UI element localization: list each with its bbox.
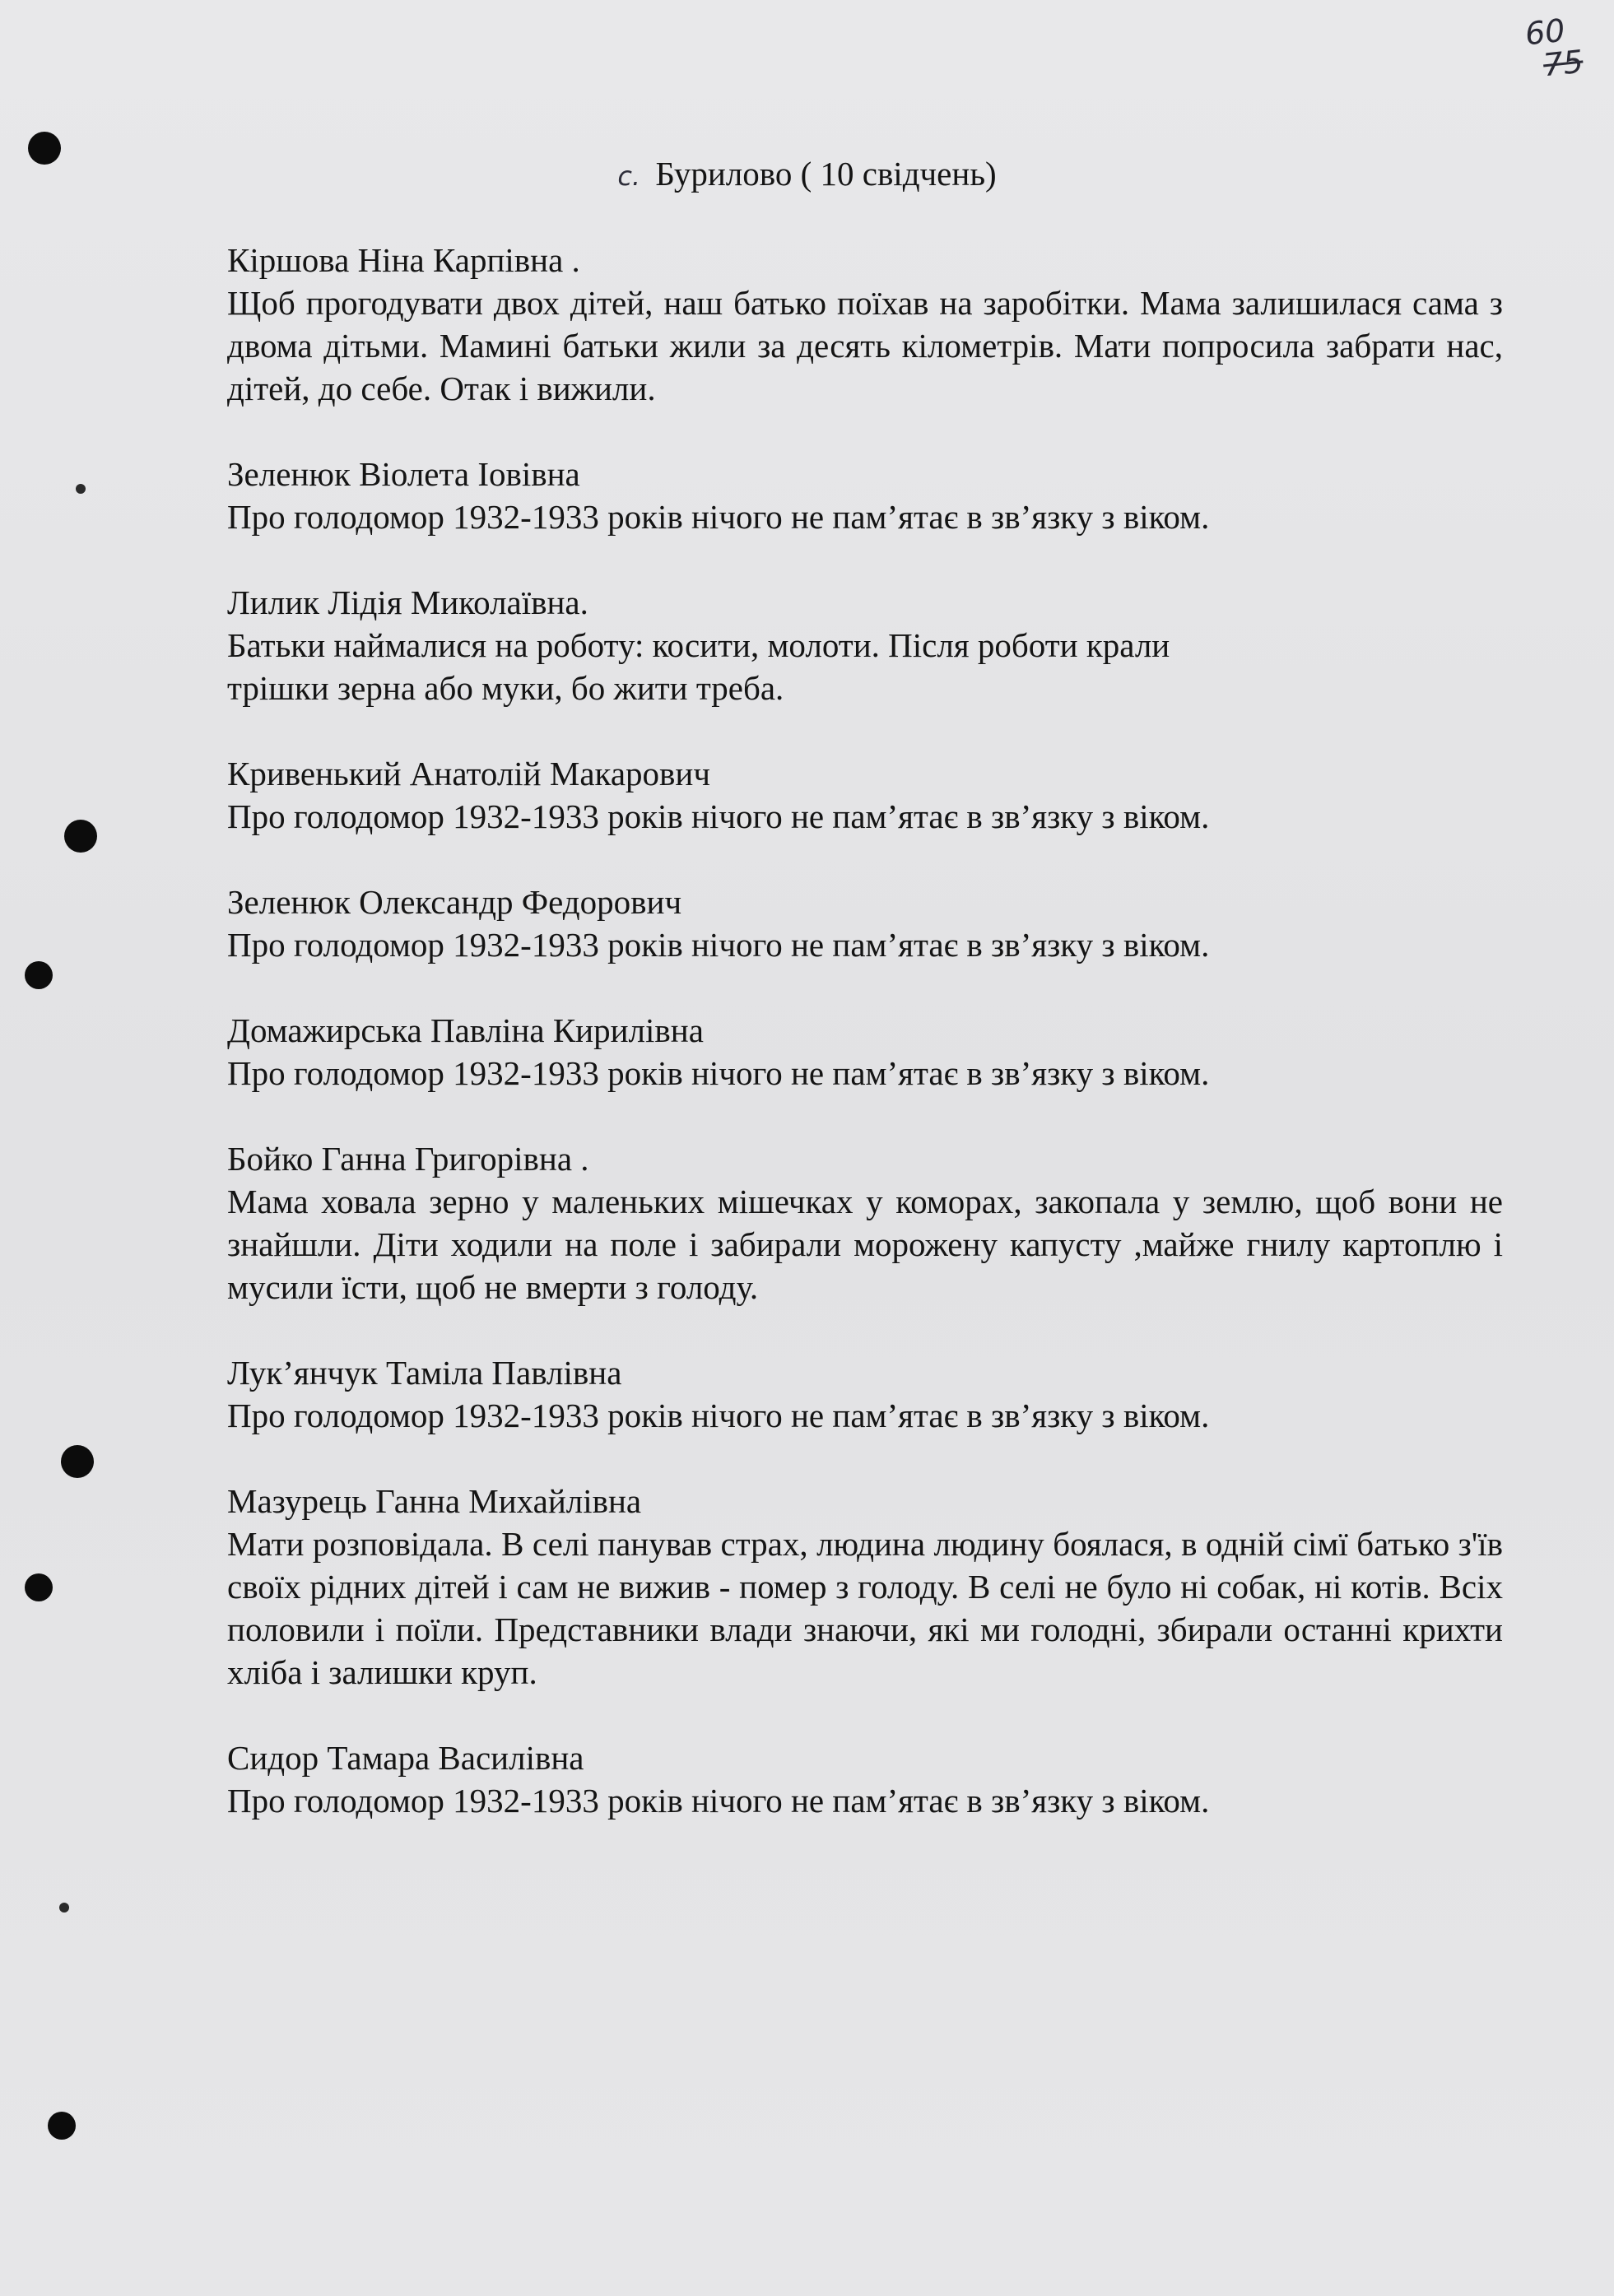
punch-mark xyxy=(76,484,86,494)
witness-name: Домажирська Павліна Кирилівна xyxy=(227,1011,704,1049)
testimony-text: Про голодомор 1932-1933 років нічого не пам’ятає в зв’язку з віком. xyxy=(227,926,1210,964)
testimony-text: Про голодомор 1932-1933 років нічого не пам’ятає в зв’язку з віком. xyxy=(227,1054,1210,1092)
testimony-text: Про голодомор 1932-1933 років нічого не пам’ятає в зв’язку з віком. xyxy=(227,797,1210,835)
testimony-text: Мама ховала зерно у маленьких мішечках у коморах, закопала у землю, щоб вони не знайшли. Діти ходили на поле і забирали морожену капусту ,майже гнилу картоплю і мусили їсти, щоб не вмерти з голоду. xyxy=(227,1183,1503,1306)
testimony-text: Щоб прогодувати двох дітей, наш батько поїхав на заробітки. Мама залишилася сама з двома дітьми. Мамині батьки жили за десять кілометрів. Мати попросила забрати нас, дітей, до себе. Отак і вижили. xyxy=(227,284,1503,407)
punch-hole xyxy=(25,961,53,989)
witness-name: Лилик Лідія Миколаївна. xyxy=(227,583,588,621)
heading-title: Бурилово ( 10 свідчень) xyxy=(655,155,997,193)
testimony-entry xyxy=(227,453,1503,538)
testimony-text: Мати розповідала. В селі панував страх, людина людину боялася, в одній сімї батько з'їв своїх рідних дітей і сам не вижив - помер з голоду. В селі не було ні собак, ні котів. Всіх половили і поїли. Представники влади знаючи, які ми голодні, збирали останні крихти хліба і залишки круп. xyxy=(227,1525,1503,1691)
testimony-entry xyxy=(227,752,1503,838)
testimony-entry xyxy=(227,1736,1503,1822)
testimony-entry xyxy=(227,1009,1503,1095)
document-heading xyxy=(0,153,1614,197)
testimony-text-line: трішки зерна або муки, бо жити треба. xyxy=(227,669,784,707)
handwritten-folio-number xyxy=(1523,12,1584,83)
witness-name: Кривенький Анатолій Макарович xyxy=(227,755,710,792)
testimony-text: Про голодомор 1932-1933 років нічого не пам’ятає в зв’язку з віком. xyxy=(227,1782,1210,1820)
testimony-list xyxy=(227,239,1503,1865)
witness-name: Бойко Ганна Григорівна . xyxy=(227,1140,589,1178)
testimony-entry xyxy=(227,881,1503,966)
folio-number-crossed: 75 xyxy=(1541,43,1585,84)
testimony-text-line: Батьки наймалися на роботу: косити, молоти. Після роботи крали xyxy=(227,626,1170,664)
witness-name: Мазурець Ганна Михайлівна xyxy=(227,1482,642,1520)
punch-mark xyxy=(59,1903,69,1913)
punch-hole xyxy=(25,1573,53,1601)
witness-name: Сидор Тамара Василівна xyxy=(227,1739,584,1777)
testimony-entry xyxy=(227,1480,1503,1694)
folio-number-current: 60 xyxy=(1523,12,1567,53)
testimony-entry xyxy=(227,239,1503,410)
witness-name: Зеленюк Віолета Іовівна xyxy=(227,455,580,493)
punch-hole xyxy=(61,1445,94,1478)
testimony-entry xyxy=(227,1137,1503,1308)
heading-prefix: с. xyxy=(617,160,641,192)
testimony-entry xyxy=(227,581,1503,709)
testimony-text: Про голодомор 1932-1933 років нічого не пам’ятає в зв’язку з віком. xyxy=(227,1397,1210,1434)
witness-name: Лук’янчук Таміла Павлівна xyxy=(227,1354,622,1392)
punch-hole xyxy=(48,2112,76,2140)
testimony-entry xyxy=(227,1351,1503,1437)
witness-name: Кіршова Ніна Карпівна . xyxy=(227,241,580,279)
punch-hole xyxy=(64,820,97,853)
testimony-text: Про голодомор 1932-1933 років нічого не пам’ятає в зв’язку з віком. xyxy=(227,498,1210,536)
witness-name: Зеленюк Олександр Федорович xyxy=(227,883,682,921)
